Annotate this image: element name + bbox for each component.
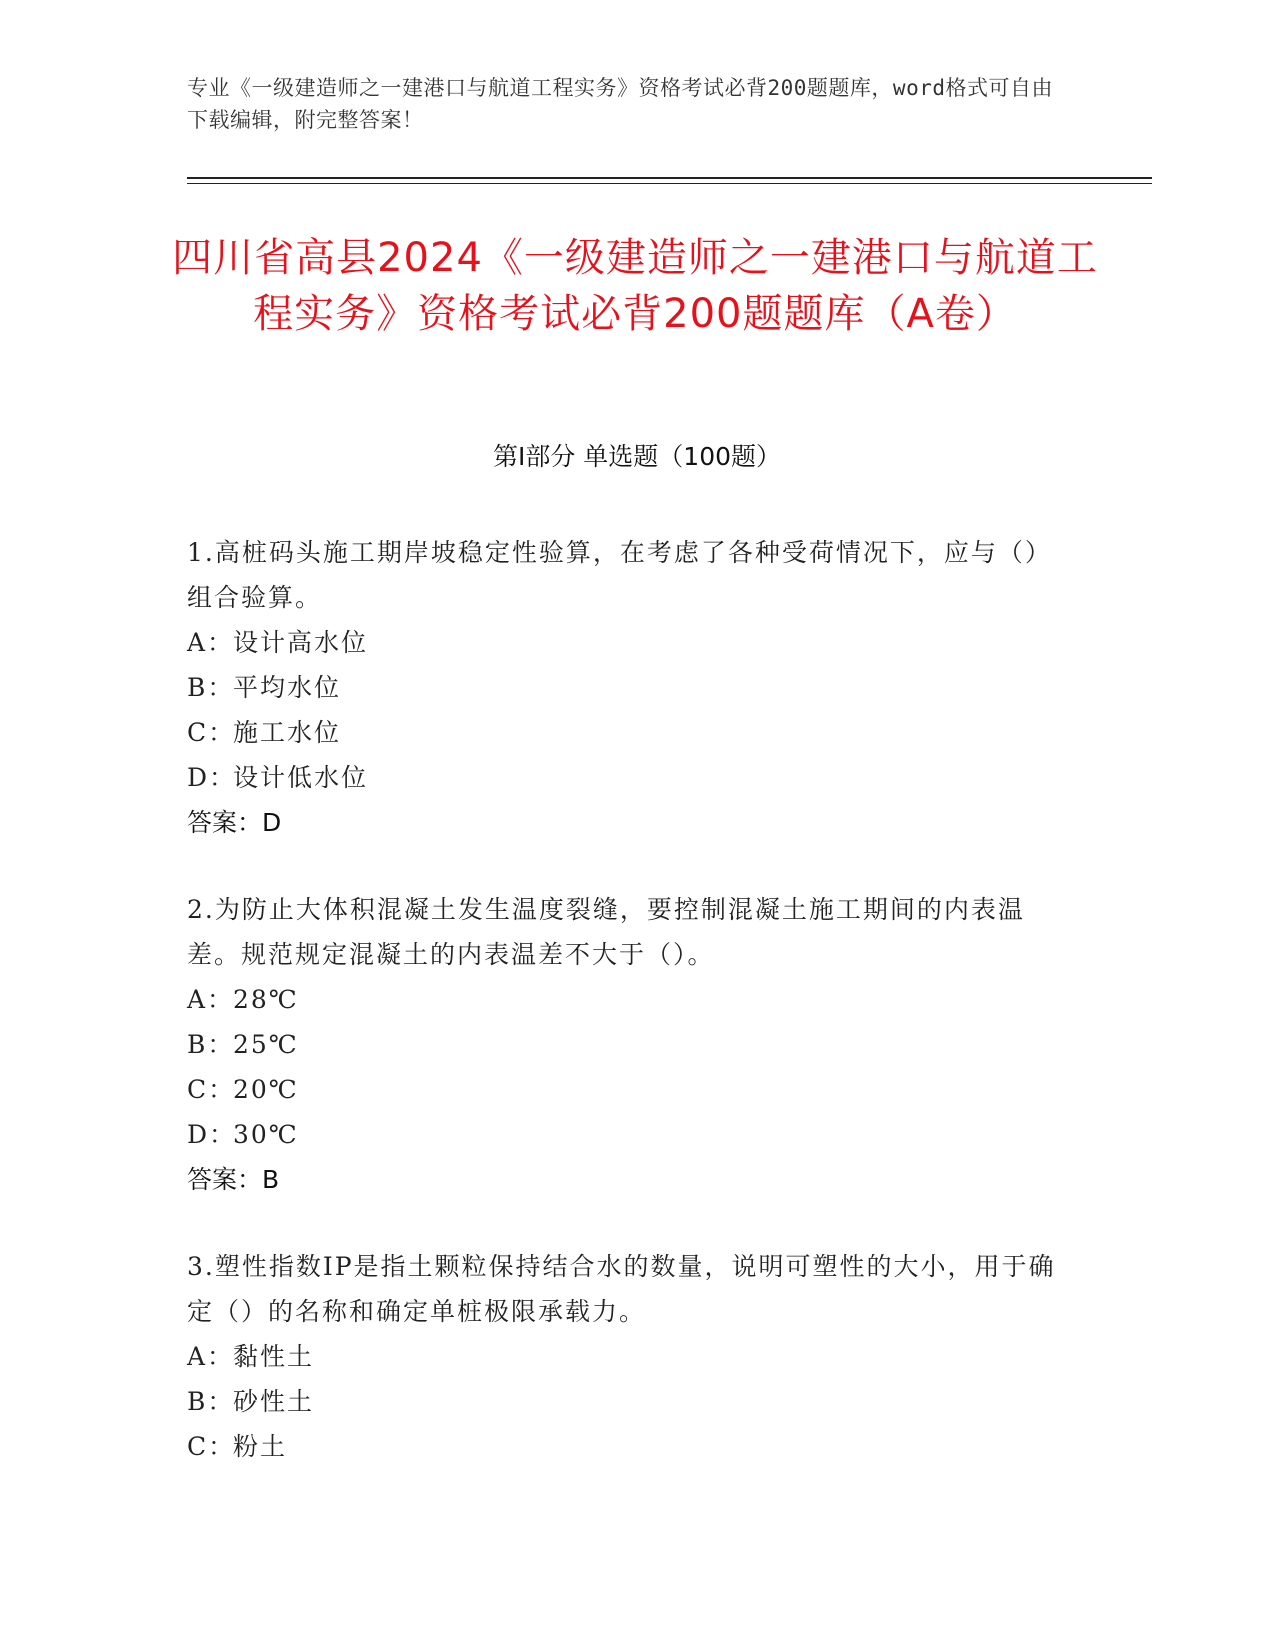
document-title: 四川省高县2024《一级建造师之一建港口与航道工程实务》资格考试必背200题题库（A卷） (172, 235, 1098, 337)
option-key: B： (187, 673, 235, 702)
option-key: D： (187, 1120, 237, 1149)
option-text: 25℃ (233, 1030, 299, 1059)
option-d (187, 1112, 1067, 1157)
question-list (187, 530, 1067, 1511)
answer-line (187, 800, 1067, 845)
option-text: 20℃ (233, 1075, 299, 1104)
header-divider-thick (187, 177, 1152, 179)
option-text: 平均水位 (233, 673, 342, 702)
answer-label: 答案： (187, 808, 263, 837)
question-3 (187, 1244, 1067, 1469)
option-text: 粉土 (233, 1432, 288, 1461)
option-text: 黏性土 (233, 1342, 315, 1371)
header-divider-thin (187, 183, 1152, 184)
option-d (187, 755, 1067, 800)
option-c (187, 1067, 1067, 1112)
section-heading: 第Ⅰ部分 单选题（100题） (492, 442, 782, 471)
option-text: 施工水位 (233, 718, 342, 747)
answer-value: B (262, 1165, 280, 1194)
option-text: 设计低水位 (233, 763, 369, 792)
question-2 (187, 887, 1067, 1202)
question-text: 3.塑性指数IP是指土颗粒保持结合水的数量，说明可塑性的大小，用于确定（）的名称和确定单桩极限承载力。 (187, 1252, 1056, 1326)
question-text: 2.为防止大体积混凝土发生温度裂缝，要控制混凝土施工期间的内表温差。规范规定混凝土的内表温差不大于（）。 (187, 895, 1025, 969)
option-key: A： (187, 985, 235, 1014)
question-1 (187, 530, 1067, 845)
option-key: B： (187, 1387, 235, 1416)
option-b (187, 1022, 1067, 1067)
option-key: A： (187, 1342, 235, 1371)
option-key: A： (187, 628, 235, 657)
option-a (187, 1334, 1067, 1379)
option-text: 设计高水位 (233, 628, 369, 657)
option-c (187, 710, 1067, 755)
header-note: 专业《一级建造师之一建港口与航道工程实务》资格考试必背200题题库，word格式可自由下载编辑，附完整答案！ (187, 76, 1053, 132)
option-b (187, 665, 1067, 710)
option-key: B： (187, 1030, 235, 1059)
option-c (187, 1424, 1067, 1469)
option-a (187, 977, 1067, 1022)
answer-label: 答案： (187, 1165, 263, 1194)
option-b (187, 1379, 1067, 1424)
answer-value: D (262, 808, 282, 837)
option-text: 30℃ (233, 1120, 299, 1149)
option-a (187, 620, 1067, 665)
option-key: C： (187, 1075, 236, 1104)
option-text: 28℃ (233, 985, 299, 1014)
option-key: D： (187, 763, 237, 792)
answer-line (187, 1157, 1067, 1202)
question-text: 1.高桩码头施工期岸坡稳定性验算，在考虑了各种受荷情况下，应与（）组合验算。 (187, 538, 1052, 612)
option-key: C： (187, 1432, 236, 1461)
option-key: C： (187, 718, 236, 747)
option-text: 砂性土 (233, 1387, 315, 1416)
